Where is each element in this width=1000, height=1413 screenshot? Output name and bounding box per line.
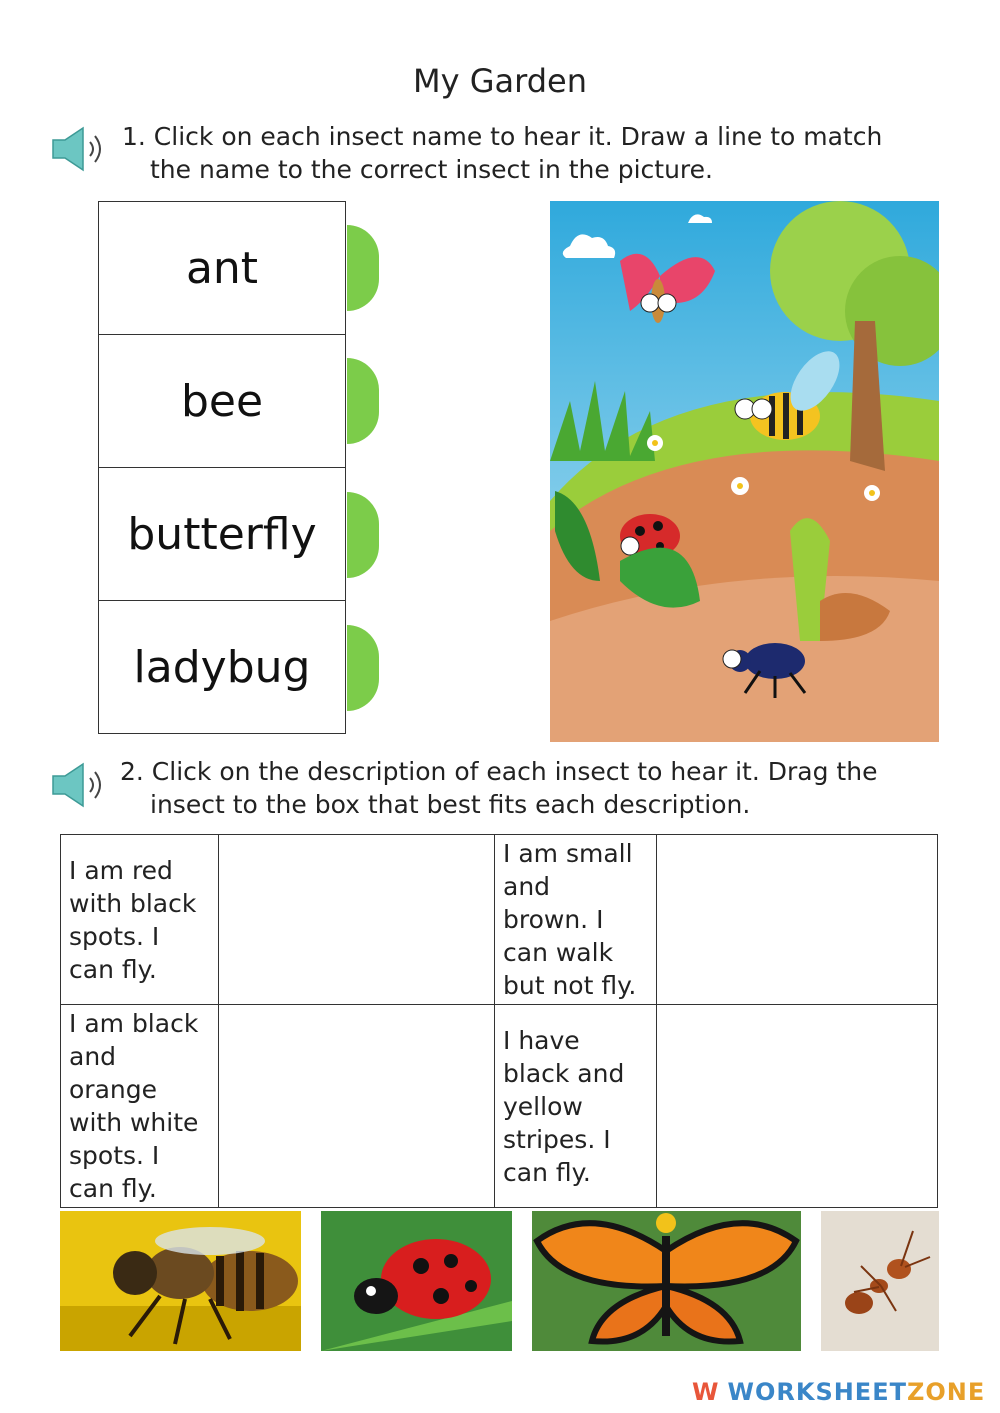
page-title: My Garden xyxy=(413,62,587,100)
description-ladybug[interactable]: I am red with black spots. I can fly. xyxy=(61,835,219,1005)
match-handle-ladybug[interactable] xyxy=(347,625,379,711)
logo-text-worksheet: WORKSHEET xyxy=(727,1378,907,1406)
bee-photo[interactable] xyxy=(60,1211,301,1351)
ladybug-photo[interactable] xyxy=(321,1211,512,1351)
description-ant[interactable]: I am small and brown. I can walk but not fly. xyxy=(495,835,657,1005)
speaker-icon[interactable] xyxy=(50,760,112,810)
description-table xyxy=(60,834,938,1208)
word-butterfly[interactable]: butterfly xyxy=(99,468,345,601)
logo-text-zone: ZONE xyxy=(906,1378,986,1406)
worksheetzone-logo xyxy=(692,1378,985,1406)
word-list xyxy=(98,201,346,734)
q2-instruction-line2: insect to the box that best fits each description. xyxy=(150,790,751,819)
drop-box-3[interactable] xyxy=(219,1005,495,1208)
q2-instruction-line1: 2. Click on the description of each insect to hear it. Drag the xyxy=(120,757,878,786)
logo-mark: W xyxy=(692,1378,720,1406)
ant-photo[interactable] xyxy=(821,1211,939,1351)
drop-box-4[interactable] xyxy=(657,1005,938,1208)
word-ant[interactable]: ant xyxy=(99,202,345,335)
garden-scene-image xyxy=(550,201,939,742)
speaker-icon[interactable] xyxy=(50,124,112,174)
drop-box-2[interactable] xyxy=(657,835,938,1005)
description-butterfly[interactable]: I am black and orange with white spots. I can fly. xyxy=(61,1005,219,1208)
match-handle-ant[interactable] xyxy=(347,225,379,311)
word-bee[interactable]: bee xyxy=(99,335,345,468)
q1-instruction-line2: the name to the correct insect in the picture. xyxy=(150,155,713,184)
description-bee[interactable]: I have black and yellow stripes. I can fly. xyxy=(495,1005,657,1208)
match-handle-bee[interactable] xyxy=(347,358,379,444)
word-ladybug[interactable]: ladybug xyxy=(133,642,311,693)
butterfly-photo[interactable] xyxy=(532,1211,801,1351)
match-handle-butterfly[interactable] xyxy=(347,492,379,578)
drop-box-1[interactable] xyxy=(219,835,495,1005)
q1-instruction-line1: 1. Click on each insect name to hear it. Draw a line to match xyxy=(122,122,883,151)
